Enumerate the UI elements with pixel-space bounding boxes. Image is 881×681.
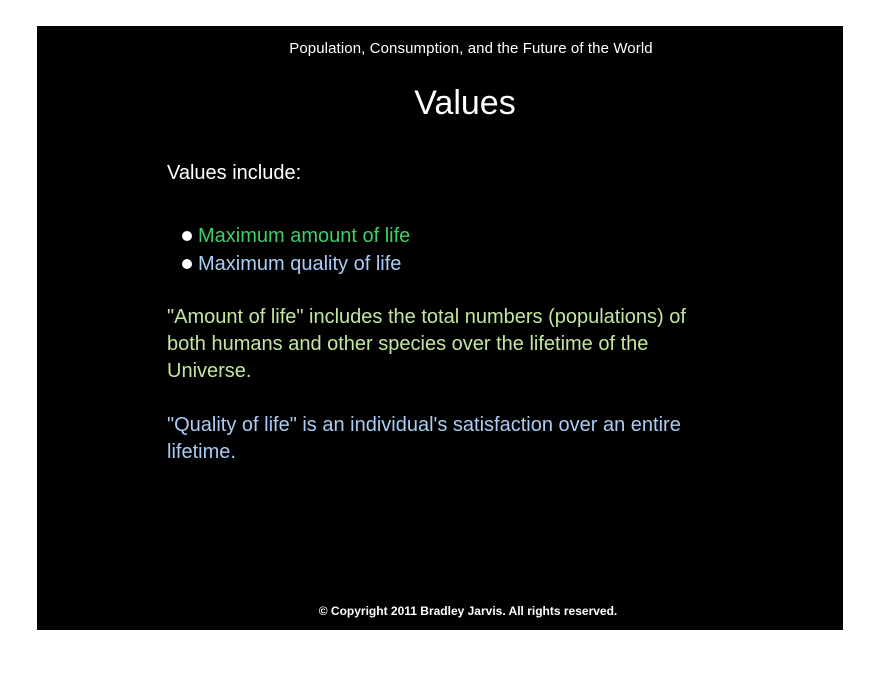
bullet-amount-of-life: Maximum amount of life [198, 225, 411, 247]
slide-title: Values [414, 84, 516, 122]
slide [37, 26, 843, 630]
copyright-footer: © Copyright 2011 Bradley Jarvis. All rights reserved. [318, 604, 618, 618]
presentation-subtitle: Population, Consumption, and the Future of the World [289, 40, 653, 57]
bullet-dot-icon [182, 231, 192, 241]
values-list [182, 222, 410, 278]
bullet-dot-icon [182, 259, 192, 269]
values-intro: Values include: [167, 162, 302, 184]
list-item [182, 250, 410, 278]
bullet-quality-of-life: Maximum quality of life [198, 253, 402, 275]
list-item [182, 222, 410, 250]
paragraph-quality-of-life: "Quality of life" is an individual's satisfaction over an entire lifetime. [167, 414, 681, 463]
paragraph-amount-of-life: "Amount of life" includes the total numbers (populations) of both humans and other species over the lifetime of the Universe. [167, 306, 686, 382]
